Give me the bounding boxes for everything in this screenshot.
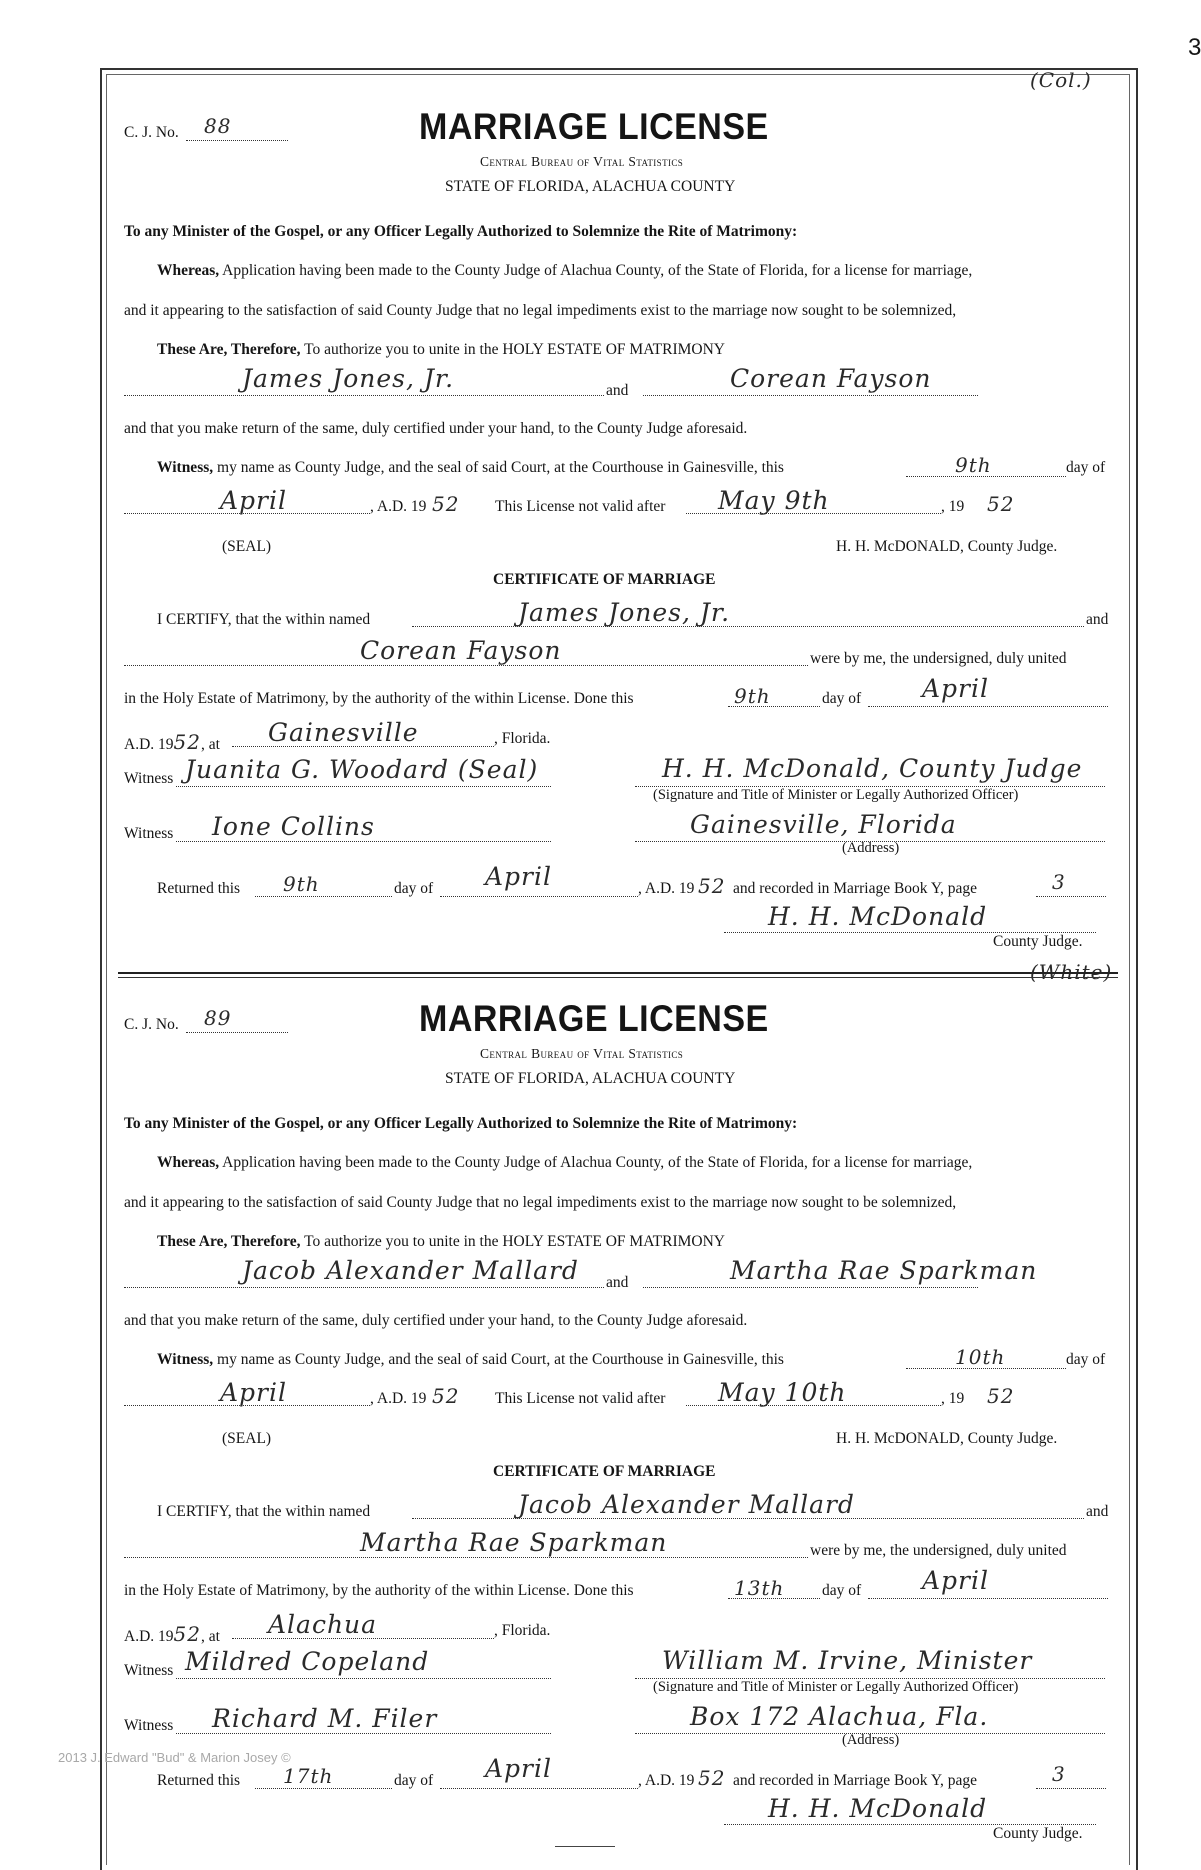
done-day: 13th bbox=[734, 1576, 785, 1600]
groom-name: Jacob Alexander Mallard bbox=[242, 1256, 579, 1285]
county-judge-label: County Judge. bbox=[993, 933, 1083, 950]
returned-label: Returned this bbox=[157, 880, 241, 897]
whereas-line-1: Whereas, Application having been made to the County Judge of Alachua County, of the State of Florida, for a license for marriage, bbox=[157, 262, 973, 279]
whereas-line-2: and it appearing to the satisfaction of said County Judge that no legal impediments exist to the marriage now sought to be solemnized, bbox=[124, 302, 957, 319]
ad-at-label: A.D. 1952, at bbox=[124, 730, 220, 754]
witness-2-label: Witness bbox=[124, 825, 174, 842]
returned-month: April bbox=[485, 862, 552, 891]
issue-day: 9th bbox=[955, 453, 992, 477]
marriage-place: Gainesville bbox=[268, 718, 419, 747]
salutation: To any Minister of the Gospel, or any Officer Legally Authorized to Solemnize the Rite of Matrimony: bbox=[124, 223, 798, 240]
certified-bride: Martha Rae Sparkman bbox=[360, 1528, 668, 1557]
done-month: April bbox=[922, 1566, 989, 1595]
day-of-label: day of bbox=[394, 880, 434, 897]
united-label: were by me, the undersigned, duly united bbox=[810, 650, 1067, 667]
day-of-label: day of bbox=[1066, 1351, 1106, 1368]
whereas-line-1: Whereas, Application having been made to the County Judge of Alachua County, of the State of Florida, for a license for marriage, bbox=[157, 1154, 973, 1171]
authorize-line: These Are, Therefore, To authorize you to unite in the HOLY ESTATE OF MATRIMONY bbox=[157, 341, 726, 358]
certificate-title: CERTIFICATE OF MARRIAGE bbox=[493, 1463, 716, 1480]
witness-2-name: Ione Collins bbox=[212, 812, 375, 841]
address-caption: (Address) bbox=[842, 1732, 900, 1748]
issue-year: 52 bbox=[432, 1384, 460, 1408]
expiry-date: May 10th bbox=[718, 1378, 847, 1407]
officiant-address: Box 172 Alachua, Fla. bbox=[690, 1702, 989, 1731]
bureau-name: Central Bureau of Vital Statistics bbox=[480, 1046, 684, 1061]
returned-label: Returned this bbox=[157, 1772, 241, 1789]
done-year: 52 bbox=[173, 730, 201, 754]
page-edge-mark bbox=[555, 1846, 615, 1847]
and-word: and bbox=[606, 1274, 629, 1291]
holy-estate-label: in the Holy Estate of Matrimony, by the authority of the within License. Done this bbox=[124, 1582, 634, 1599]
expiry-year-label: , 19 bbox=[941, 1390, 965, 1407]
marriage-place: Alachua bbox=[268, 1610, 378, 1639]
section-divider bbox=[118, 972, 1118, 974]
florida-label: , Florida. bbox=[494, 1622, 551, 1639]
issue-month: April bbox=[220, 486, 287, 515]
expiry-year-label: , 19 bbox=[941, 498, 965, 515]
witness-2-label: Witness bbox=[124, 1717, 174, 1734]
ad-label: , A.D. 19 bbox=[370, 1390, 427, 1407]
officiant-signature: William M. Irvine, Minister bbox=[662, 1646, 1033, 1675]
certificate-title: CERTIFICATE OF MARRIAGE bbox=[493, 571, 716, 588]
authorize-line: These Are, Therefore, To authorize you to unite in the HOLY ESTATE OF MATRIMONY bbox=[157, 1233, 726, 1250]
witness-1-name: Mildred Copeland bbox=[185, 1647, 430, 1676]
expiry-year: 52 bbox=[987, 1384, 1015, 1408]
cj-number-value: 88 bbox=[204, 114, 232, 138]
recorded-label: and recorded in Marriage Book Y, page bbox=[733, 880, 978, 897]
returned-ad-label: , A.D. 19 bbox=[638, 1772, 695, 1789]
cj-number-label: C. J. No. bbox=[124, 124, 179, 141]
return-line: and that you make return of the same, duly certified under your hand, to the County Judge aforesaid. bbox=[124, 420, 748, 437]
day-of-label: day of bbox=[394, 1772, 434, 1789]
recorded-label: and recorded in Marriage Book Y, page bbox=[733, 1772, 978, 1789]
returned-year: 52 bbox=[698, 874, 726, 898]
returned-day: 17th bbox=[283, 1764, 334, 1788]
race-annotation: (White) bbox=[1030, 960, 1113, 984]
judge-title: H. H. McDONALD, County Judge. bbox=[836, 1430, 1058, 1447]
bride-name: Martha Rae Sparkman bbox=[730, 1256, 1038, 1285]
not-valid-label: This License not valid after bbox=[495, 498, 666, 515]
judge-title: H. H. McDONALD, County Judge. bbox=[836, 538, 1058, 555]
county-judge-label: County Judge. bbox=[993, 1825, 1083, 1842]
witness-1-name: Juanita G. Woodard (Seal) bbox=[185, 755, 539, 784]
day-of-label: day of bbox=[1066, 459, 1106, 476]
license-title: MARRIAGE LICENSE bbox=[419, 998, 769, 1039]
groom-name: James Jones, Jr. bbox=[242, 364, 455, 393]
witness-line: Witness, my name as County Judge, and the seal of said Court, at the Courthouse in Gainesville, this bbox=[157, 459, 784, 476]
cj-number-value: 89 bbox=[204, 1006, 232, 1030]
done-day: 9th bbox=[734, 684, 771, 708]
copyright-watermark: 2013 J. Edward "Bud" & Marion Josey © bbox=[58, 1750, 291, 1765]
bureau-name: Central Bureau of Vital Statistics bbox=[480, 154, 684, 169]
florida-label: , Florida. bbox=[494, 730, 551, 747]
record-page: 3 bbox=[1052, 1762, 1066, 1786]
salutation: To any Minister of the Gospel, or any Officer Legally Authorized to Solemnize the Rite of Matrimony: bbox=[124, 1115, 798, 1132]
county-judge-signature: H. H. McDonald bbox=[768, 902, 988, 931]
ad-at-label: A.D. 1952, at bbox=[124, 1622, 220, 1646]
record-page: 3 bbox=[1052, 870, 1066, 894]
page-number-mark: 3 bbox=[1188, 34, 1201, 61]
returned-month: April bbox=[485, 1754, 552, 1783]
address-caption: (Address) bbox=[842, 840, 900, 856]
bride-name: Corean Fayson bbox=[730, 364, 932, 393]
and-word: and bbox=[1086, 1503, 1109, 1520]
section-divider bbox=[118, 977, 1118, 978]
day-of-label: day of bbox=[822, 1582, 862, 1599]
witness-1-label: Witness bbox=[124, 1662, 174, 1679]
returned-ad-label: , A.D. 19 bbox=[638, 880, 695, 897]
race-annotation: (Col.) bbox=[1030, 68, 1092, 92]
witness-line: Witness, my name as County Judge, and the seal of said Court, at the Courthouse in Gainesville, this bbox=[157, 1351, 784, 1368]
issue-year: 52 bbox=[432, 492, 460, 516]
state-county: STATE OF FLORIDA, ALACHUA COUNTY bbox=[445, 178, 736, 195]
day-of-label: day of bbox=[822, 690, 862, 707]
signature-caption: (Signature and Title of Minister or Legally Authorized Officer) bbox=[653, 1679, 1019, 1695]
expiry-date: May 9th bbox=[718, 486, 830, 515]
united-label: were by me, the undersigned, duly united bbox=[810, 1542, 1067, 1559]
returned-year: 52 bbox=[698, 1766, 726, 1790]
whereas-line-2: and it appearing to the satisfaction of said County Judge that no legal impediments exist to the marriage now sought to be solemnized, bbox=[124, 1194, 957, 1211]
done-year: 52 bbox=[173, 1622, 201, 1646]
seal-label: (SEAL) bbox=[222, 1430, 272, 1447]
holy-estate-label: in the Holy Estate of Matrimony, by the authority of the within License. Done this bbox=[124, 690, 634, 707]
done-month: April bbox=[922, 674, 989, 703]
return-line: and that you make return of the same, duly certified under your hand, to the County Judge aforesaid. bbox=[124, 1312, 748, 1329]
certify-label: I CERTIFY, that the within named bbox=[157, 1503, 371, 1520]
expiry-year: 52 bbox=[987, 492, 1015, 516]
witness-2-name: Richard M. Filer bbox=[212, 1704, 438, 1733]
license-title: MARRIAGE LICENSE bbox=[419, 106, 769, 147]
certified-bride: Corean Fayson bbox=[360, 636, 562, 665]
and-word: and bbox=[606, 382, 629, 399]
witness-1-label: Witness bbox=[124, 770, 174, 787]
certified-groom: James Jones, Jr. bbox=[518, 598, 731, 627]
county-judge-signature: H. H. McDonald bbox=[768, 1794, 988, 1823]
state-county: STATE OF FLORIDA, ALACHUA COUNTY bbox=[445, 1070, 736, 1087]
seal-label: (SEAL) bbox=[222, 538, 272, 555]
officiant-signature: H. H. McDonald, County Judge bbox=[662, 754, 1083, 783]
issue-day: 10th bbox=[955, 1345, 1006, 1369]
returned-day: 9th bbox=[283, 872, 320, 896]
and-word: and bbox=[1086, 611, 1109, 628]
issue-month: April bbox=[220, 1378, 287, 1407]
cj-number-label: C. J. No. bbox=[124, 1016, 179, 1033]
certify-label: I CERTIFY, that the within named bbox=[157, 611, 371, 628]
certified-groom: Jacob Alexander Mallard bbox=[518, 1490, 855, 1519]
signature-caption: (Signature and Title of Minister or Legally Authorized Officer) bbox=[653, 787, 1019, 803]
not-valid-label: This License not valid after bbox=[495, 1390, 666, 1407]
officiant-address: Gainesville, Florida bbox=[690, 810, 957, 839]
ad-label: , A.D. 19 bbox=[370, 498, 427, 515]
